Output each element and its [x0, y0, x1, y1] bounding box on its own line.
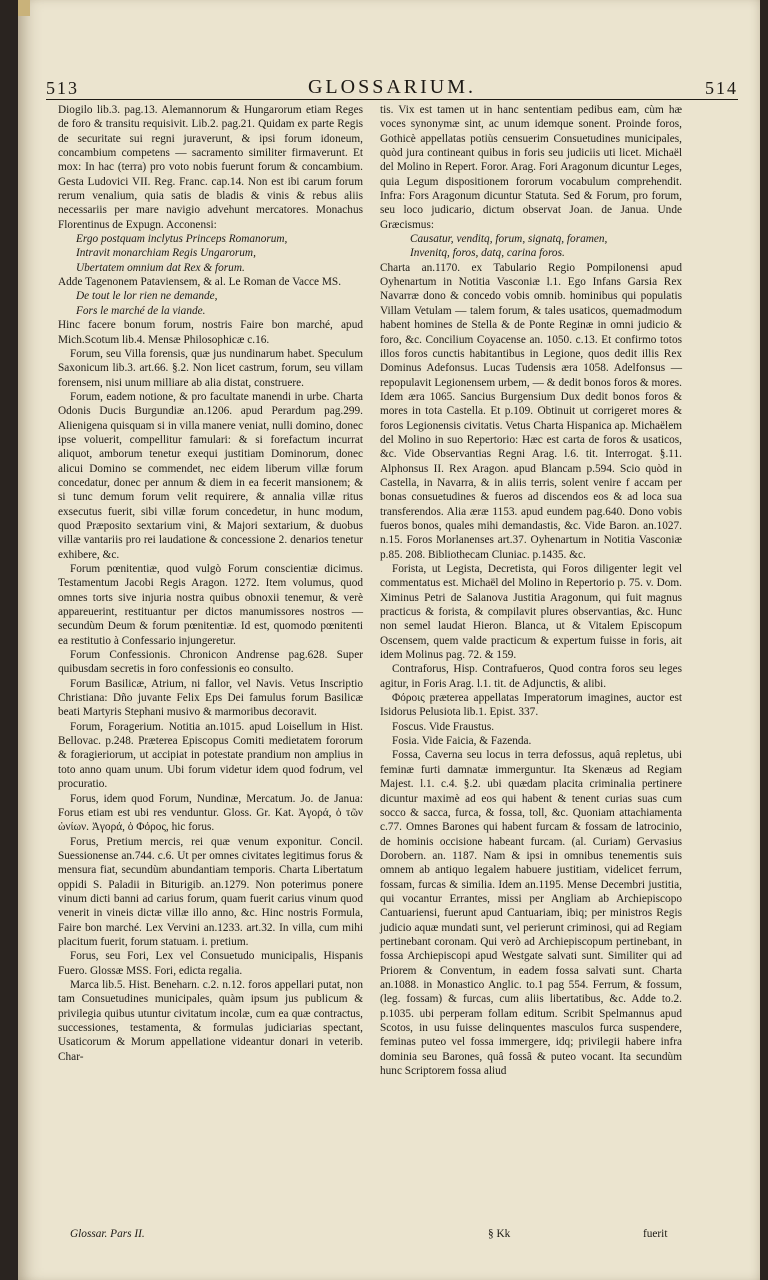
page-tab — [18, 0, 30, 16]
paragraph: Forum, Foragerium. Notitia an.1015. apud Loisellum in Hist. Bellovac. p.248. Præterea Episcopus Comiti medietatem fororum & foragieriorum, ut accipiat in potestate prandium non amplius in toto anno quam unum. Ubi forum videtur idem quod fodrum, vel procuratio. — [58, 720, 363, 791]
paragraph: Causatur, venditq, forum, signatq, foramen, — [410, 233, 608, 246]
paragraph: Hinc facere bonum forum, nostris Faire bon marché, apud Mich.Scotum lib.4. Mensæ Philosophicæ c.16. — [58, 319, 363, 346]
paragraph: Forum Basilicæ, Atrium, ni fallor, vel Navis. Vetus Inscriptio Christiana: Dño juvante Felix Eps Dei famulus forum Basilicæ beati Martyris Stephani musivo & marmoribus decoravit. — [58, 677, 363, 719]
paragraph: Forista, ut Legista, Decretista, qui Foros diligenter legit vel commentatus est. Michaël del Molino in Repertorio p. 75. v. Dom. Ximinus Petri de Salanova Justitia Aragonum, qui fuit magnus practicus & forista, & compilavit plures observantias, &c. Hunc non semel laudat Hieron. Blanca, ut & Vitalem Episcopum Oscensem, quem valde practicum & expertum fuisse in foris, ait idem Molinus pag. 72. & 159. — [380, 563, 682, 662]
header-rule — [46, 99, 738, 100]
paragraph: Foscus. Vide Fraustus. — [392, 720, 495, 733]
paragraph: De tout le lor rien ne demande, — [76, 290, 218, 303]
paragraph: Forus, idem quod Forum, Nundinæ, Mercatum. Jo. de Janua: Forus etiam est ubi res venduntur. Gloss. Gr. Kat. Ἀγορά, ὁ τῶν ὠνίων. Ἀγορά, ὁ Φόρος, hic forus. — [58, 792, 363, 834]
page-number-left: 513 — [46, 78, 79, 98]
paragraph: Charta an.1170. ex Tabulario Regio Pompilonensi apud Oyhenartum in Notitia Vasconiæ l.1. Ego Infans Garsia Rex Navarræ dono & concedo vobis omnib. hominibus qui populatis Villam Vetulam — talem forum, & tales usaticos, quemadmodum habent homines de Stella & de Ponte Reginæ in omni judicio & foro, &c. Concilium Coyacense an. 1050. c.13. Et confirmo totos illos foros cunctis habitantibus in Legione, quos dedit illis Rex Dominus Adefonsus. Lucas Tudensis æra 1058. Adelfonsus — repopulavit Legionensem urbem, — & dedit bonos foros & mores. Idem æra 1065. Sancius Burgensium Dux dedit bonos foros & mores in tota Castella. Et p.109. Obtinuit ut corrigeret mores & foros Legionensis civitatis. Vetus Charta Hispanica ap. Michaëlem del Molino in suo Repertorio: Hæc est carta de foros & usaticos, &c. Vide Observantias Regni Arag. l.6. tit. Interrogat. §.11. Alphonsus II. Rex Aragon. apud Blancam p.594. Scio quòd in Castella, in Navarra, & in aliis terris, solent venire f accam per bonas consuetudines & fueros ad discendos eos & ad loca sua transferendos. Alia æræ 1153. apud eundem pag.640. Dono vobis fueros bonos, quales mihi demandastis, &c. Vide Baron. an.1027. n.15. Foros Morlanenses art.37. Oyhenartum in Notitia Vasconiæ p.85. 208. Bibliothecam Cluniac. p.1435. &c. — [380, 261, 682, 561]
paragraph: Forus, Pretium mercis, rei quæ venum exponitur. Concil. Suessionense an.744. c.6. Ut per omnes civitates legitimus forus & mensura fiat, secundùm abundantiam temporis. Charta Libertatum oppidi S. Paladii in Biturigib. an.1279. Non poterimus ponere vinum dicti banni ad carius forum, quam fuerit carius vinum quod venerit in vineis dictæ villæ illo anno, &c. Hinc nostris Formula, Faire bon marché. Lex Vervini an.1233. art.32. In villa, cum mihi placitum fuerit, forum statuam. i. pretium. — [58, 835, 363, 948]
right-column — [380, 103, 682, 1078]
paragraph: Forus, seu Fori, Lex vel Consuetudo municipalis, Hispanis Fuero. Glossæ MSS. Fori, edicta regalia. — [58, 950, 363, 977]
paragraph: Adde Tagenonem Pataviensem, & al. Le Roman de Vacce MS. — [58, 276, 342, 289]
footer-signature: § Kk — [488, 1228, 511, 1240]
paragraph: tis. Vix est tamen ut in hanc sententiam pedibus eam, cùm hæ voces synonymæ sint, ac unum idemque sonent. Proinde foros, Gothicè appellatas potiùs censuerim Consuetudines municipales, quòd jura contineant quibus in foris seu judiciis uti licet. Michaël del Molino in Repert. Foror. Arag. Fori Aragonum dicuntur Leges, quia Legum dispositionem fororum vocabulum comprehendit. Infra: Fors Aragonum dicuntur Statuta. Sed & Forum, pro forum, seu loco judicario, dictum observat Joan. de Janua. Unde Græcismus: — [380, 104, 682, 231]
left-column — [58, 103, 363, 1064]
running-head — [46, 76, 738, 100]
footer-volume: Glossar. Pars II. — [70, 1228, 145, 1240]
paragraph: Forum pœnitentiæ, quod vulgò Forum conscientiæ dicimus. Testamentum Jacobi Regis Aragon. 1272. Item volumus, quod omnes torts sive injuria nostra quibus obnoxii tenemur, & verè appareuerint, restituantur per dictos manumissores nostros — secundùm Deum & forum pœnitentiæ. Id est, quomodo pœnitenti ea restitutio à Confessario injungeretur. — [58, 563, 363, 647]
paragraph: Intravit monarchiam Regis Ungarorum, — [76, 247, 256, 260]
paragraph: Φόροις præterea appellatas Imperatorum imagines, auctor est Isidorus Pelusiota lib.1. Epist. 337. — [380, 692, 682, 719]
paragraph: Fosia. Vide Faicia, & Fazenda. — [392, 735, 532, 748]
book-page — [18, 0, 760, 1280]
footer-catchword: fuerit — [643, 1228, 668, 1240]
paragraph: Forum, eadem notione, & pro facultate manendi in urbe. Charta Odonis Ducis Burgundiæ an.1206. apud Perardum pag.299. Alienigena quisquam si in villa manere veniat, nulli domino, donec ipse voluerit, compellitur famulari: & si forefactum incurrat aliquot, amborum tenetur exequi justitiam Dominorum, donec alicui Domino se commendet, nec eidem liberum villæ forum concedatur, donec per annum & diem in ea fecerit mansionem; & si tunc demum forum velit requirere, & annalia villæ ritus exsecutus fuerit, sibi villæ forum concedetur, in hunc modum, quod Præposito sextarium vini, & Majori sextarium, & duobus villæ vantariis pro rei laudatione & concessione 2. denarios tenetur exhibere, &c. — [58, 390, 363, 561]
paragraph: Invenitq, foros, datq, carina foros. — [410, 247, 565, 260]
paragraph: Contraforus, Hisp. Contrafueros, Quod contra foros seu leges agitur, in Foris Arag. l.1. tit. de Adjunctis, & alibi. — [380, 663, 682, 690]
paragraph: Diogilo lib.3. pag.13. Alemannorum & Hungarorum etiam Reges de foro & transitu requisivit. Lib.2. pag.21. Quidam ex parte Regis de securitate sui regni juraverunt, & ipsi forum idoneum, concambium competens — sacramento similiter firmaverunt. Et mox: In hac (terra) pro voto nobis fuerunt forum & concambium. Gesta Ludovici VII. Reg. Franc. cap.14. Non est ibi carum forum rerum venalium, quia satis de bladis & vinis & rebus aliis necessariis per mare navigio advehunt mercatores. Monachus Florentinus de Expugn. Acconensi: — [58, 104, 363, 231]
paragraph: Forum, seu Villa forensis, quæ jus nundinarum habet. Speculum Saxonicum lib.3. art.66. §.2. Non licet castrum, forum, seu villam forensem, nisi unum milliare ab alia distat, construere. — [58, 347, 363, 389]
page-number-right: 514 — [705, 78, 738, 98]
page-title: GLOSSARIUM. — [307, 76, 477, 98]
paragraph: Ergo postquam inclytus Princeps Romanorum, — [76, 233, 288, 246]
paragraph: Fossa, Caverna seu locus in terra defossus, aquâ repletus, ubi feminæ furti damnatæ immerguntur. Ita Skenæus ad Regiam Majest. l.1. c.4. §.2. ubi quædam placita criminalia pertinere dicuntur maximè ad eos qui habent & tenent curias suas cum socco & sacca, furca, & fossa, toll, &c. Quoniam attachiamenta c.77. Omnes Barones qui habent furcam & fossam de latrocinio, de hominis occisione habeant furcam. (al. Curiam) Gervasius Dorobern. an. 1187. Nam & ipsi in omnibus tenementis suis omnem ab antiquo legalem habuere justitiam, videlicet ferrum, fossam, furcas & similia. Idem an.1195. Mense Decembri justitia, qui vocantur Errantes, missi per Angliam ab Archiepiscopo Cantuariensi, fuerunt apud Cantuariam, ibiq; per ministros Regis judicio aquæ mundati sunt, vel perierunt criminosi, qui ad Regiam pertinebant coronam. Qui verò ad Archiepiscopum pertinebant, in fossa Archiepiscopi apud Westgate salvati sunt. Similiter qui ad Priorem & Conventum, in eadem fossa salvati sunt. Charta an.1088. in Monastico Anglic. to.1 pag 554. Ferrum, & fossum, (leg. fossam) & furcas, cum aliis libertatibus, &c. Adde to.2. p.1035. ubi perperam follam editum. Scribit Spelmannus apud Scotos, in usu fuisse delinquentes masculos furca suspendere, feminas puteo vel fossa immergere, idq; privilegii habere infra dominia seu Barones, quâ fossâ & puteo vocant. Ita secundùm hunc Scriptorem fossa aliud — [380, 749, 682, 1078]
paragraph: Forum Confessionis. Chronicon Andrense pag.628. Super quibusdam secretis in foro confessionis eo consulto. — [58, 649, 363, 676]
paragraph: Marca lib.5. Hist. Beneharn. c.2. n.12. foros appellari putat, non tam Consuetudines municipales, quàm ipsum jus publicum & privilegia quibus utuntur civitatum incolæ, cum ea quæ contractus, successiones, testamenta, & formulas judiciarias spectant, Usaticorum & Morum appellatione videantur donari in veterib. Char- — [58, 978, 363, 1063]
paragraph: Fors le marché de la viande. — [76, 304, 206, 317]
paragraph: Ubertatem omnium dat Rex & forum. — [76, 261, 245, 274]
